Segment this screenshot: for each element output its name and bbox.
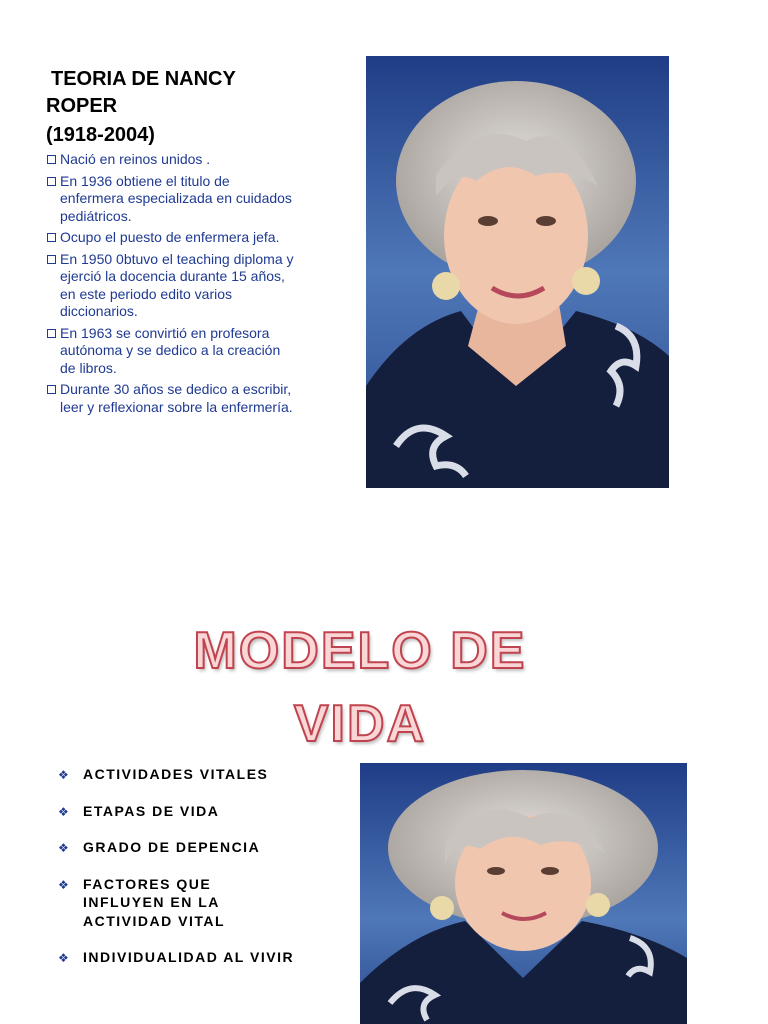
checkbox-bullet-icon — [47, 255, 56, 264]
list-item: Durante 30 años se dedico a escribir, leer y reflexionar sobre la enfermería. — [46, 381, 296, 416]
checkbox-bullet-icon — [47, 155, 56, 164]
list-item: En 1963 se convirtió en profesora autónoma y se dedico a la creación de libros. — [46, 325, 296, 378]
model-title-line-2: VIDA — [293, 695, 427, 753]
portrait-photo — [366, 56, 669, 488]
diamond-bullet-icon: ❖ — [58, 951, 69, 965]
lifespan-years: (1918-2004) — [46, 124, 155, 146]
list-item: ❖ ETAPAS DE VIDA — [58, 802, 298, 821]
checkbox-bullet-icon — [47, 329, 56, 338]
diamond-bullet-icon: ❖ — [58, 841, 69, 855]
checkbox-bullet-icon — [47, 233, 56, 242]
list-item: En 1950 0btuvo el teaching diploma y ejerció la docencia durante 15 años, en este periodo edito varios diccionarios. — [46, 251, 296, 321]
list-item: ❖ GRADO DE DEPENCIA — [58, 838, 298, 857]
slide-title: TEORIA DE NANCY ROPER — [46, 68, 236, 117]
diamond-bullet-icon: ❖ — [58, 768, 69, 782]
biography-list — [46, 151, 296, 420]
model-elements-list — [58, 765, 298, 985]
list-item: En 1936 obtiene el titulo de enfermera especializada en cuidados pediátricos. — [46, 173, 296, 226]
portrait-photo — [360, 763, 687, 1024]
list-item: Nació en reinos unidos . — [46, 151, 296, 169]
model-title-line-1: MODELO DE — [193, 622, 527, 680]
list-item: ❖ ACTIVIDADES VITALES — [58, 765, 298, 784]
diamond-bullet-icon: ❖ — [58, 877, 69, 892]
model-title — [150, 615, 570, 761]
diamond-bullet-icon: ❖ — [58, 804, 69, 819]
checkbox-bullet-icon — [47, 177, 56, 186]
list-item: Ocupo el puesto de enfermera jefa. — [46, 229, 296, 247]
list-item: ❖ FACTORES QUE INFLUYEN EN LA ACTIVIDAD VITAL — [58, 875, 226, 929]
checkbox-bullet-icon — [47, 385, 56, 394]
list-item: ❖ INDIVIDUALIDAD AL VIVIR — [58, 948, 298, 967]
slide-2 — [0, 512, 768, 1024]
